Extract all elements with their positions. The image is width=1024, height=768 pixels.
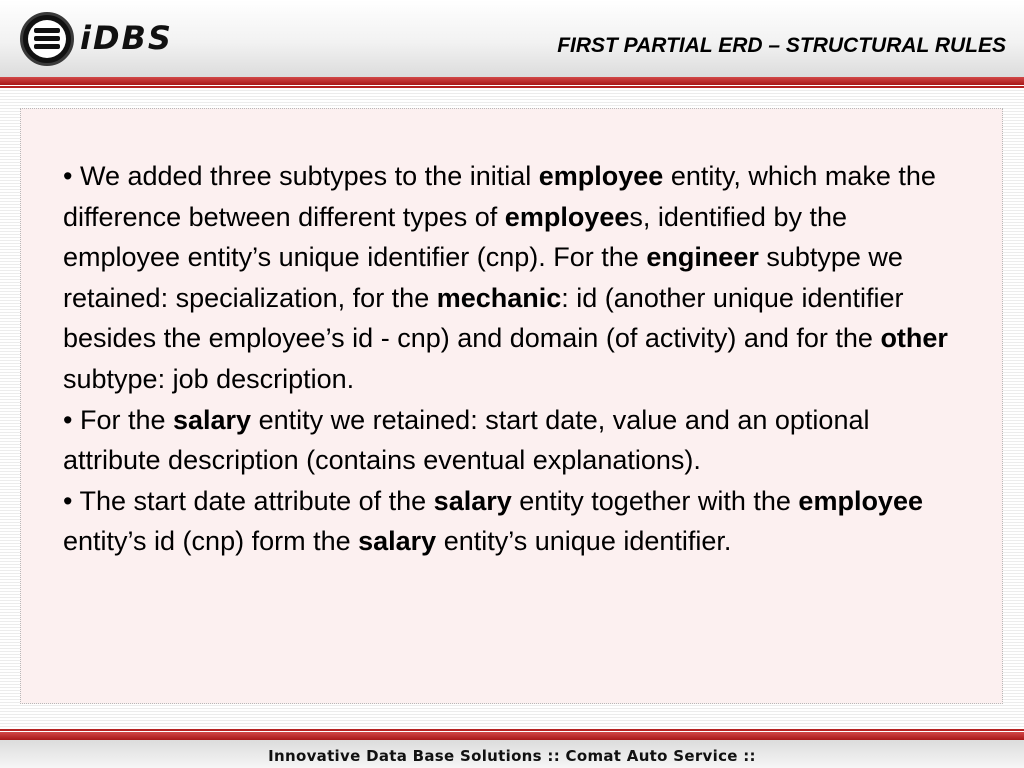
bullet-paragraph [63, 400, 963, 481]
bold-term: salary [433, 485, 512, 516]
text-run: • The start date attribute of the [63, 485, 434, 516]
bold-term: other [880, 323, 948, 354]
text-run: entity, which make the difference between different types of [63, 161, 936, 232]
text-run: • We added three subtypes to the initial [63, 161, 539, 191]
text-run: s, identified by the employee entity’s unique identifier (cnp). For the [63, 201, 847, 273]
bold-term: employee [538, 161, 664, 191]
text-run: entity’s id (cnp) form the [63, 526, 359, 557]
header-bar [0, 0, 1024, 77]
bold-term: salary [173, 404, 252, 435]
bold-term: employee [798, 485, 923, 516]
bold-term: mechanic [436, 282, 562, 313]
top-accent-bar [0, 77, 1024, 85]
bold-term: employee [504, 201, 630, 232]
logo-text: iDBS [80, 19, 173, 57]
bullet-paragraph [63, 156, 963, 400]
text-run: subtype we retained: specialization, for the [63, 242, 903, 313]
text-run: entity’s unique identifier. [436, 526, 732, 557]
bold-term: salary [358, 526, 437, 557]
bottom-accent-line [0, 729, 1024, 731]
bullet-paragraph [63, 481, 963, 562]
text-run: entity we retained: start date, value and an optional attribute description (contains eventual explanations). [63, 404, 870, 476]
bottom-accent-bar [0, 732, 1024, 740]
bold-term: engineer [646, 242, 759, 273]
text-run: • For the [63, 404, 173, 435]
database-disc-icon [20, 12, 74, 66]
text-run: subtype: job description. [63, 363, 355, 394]
text-run: : id (another unique identifier besides the employee’s id - cnp) and domain (of activity) and for the [63, 282, 904, 354]
footer-bar [0, 740, 1024, 768]
body-text [63, 156, 963, 562]
footer-text: Innovative Data Base Solutions :: Comat Auto Service :: [268, 747, 756, 765]
text-run: entity together with the [511, 485, 799, 516]
slide-title: FIRST PARTIAL ERD – STRUCTURAL RULES [557, 34, 1006, 57]
